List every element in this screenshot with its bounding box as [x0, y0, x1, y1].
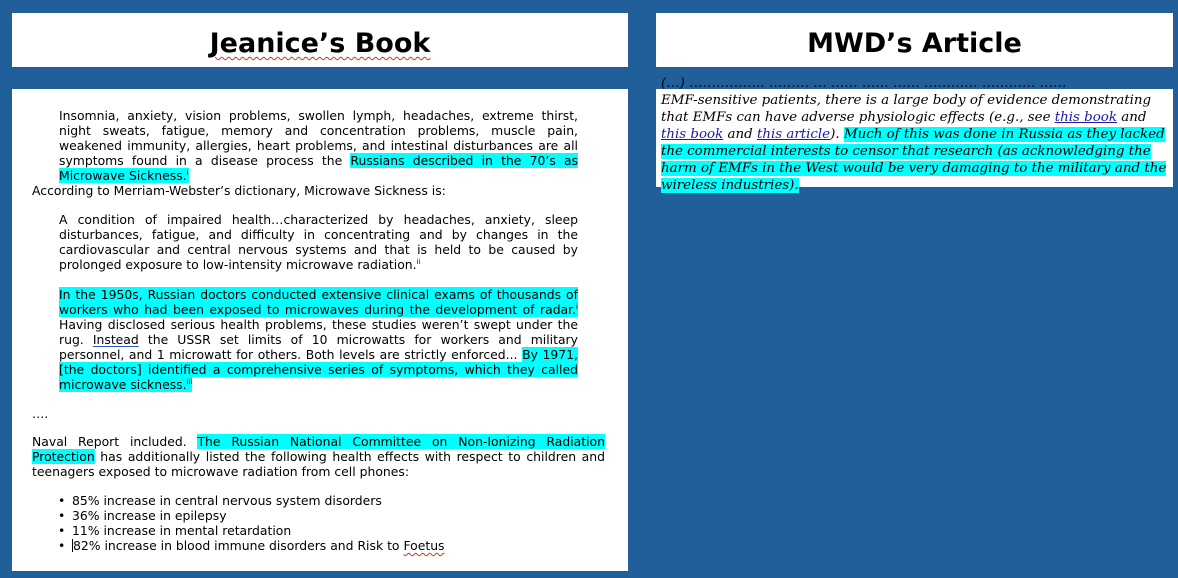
quote-definition: A condition of impaired health…characterized by headaches, anxiety, sleep disturbances, fatigue, and difficulty in concentrating and by changes in the cardiovascular and central nervous systems and that is held to be caused by prolonged exposure to low-intensity microwave radiation.$^{ii}$: [59, 212, 578, 272]
link-this-article[interactable]: this article: [756, 127, 831, 142]
grammar-flag-instead: Instead: [92, 332, 139, 347]
ellipsis-line: ….: [32, 406, 49, 421]
right-document-page: [656, 76, 1173, 193]
highlight-russians: Russians described in the 70’s as Microwave Sickness.$^i$: [59, 153, 579, 183]
article-excerpt: (…) …………….. ……… … …… …… …… ………… ………… …… EMF-sensitive patients, there is a large body of evidence demonstrating that EMFs can have adverse physiologic effects (e.g., see this book and this book and this article). Much of this was done in Russia as they lacked the commercial interests to censor that research (as acknowledging the harm of EMFs in the West would be very damaging to the military and the wireless industries).: [661, 75, 1169, 194]
quote-symptoms: Insomnia, anxiety, vision problems, swollen lymph, headaches, extreme thirst, night sweats, fatigue, memory and concentration problems, muscle pain, weakened immunity, allergies, heart problems, and intestinal disturbances are all symptoms found in a disease process the Russians described in the 70’s as Microwave Sickness.$^i$: [59, 108, 579, 183]
list-item: • 82% increase in blood immune disorders and Risk to Foetus: [72, 538, 445, 553]
quote-russian-doctors: In the 1950s, Russian doctors conducted extensive clinical exams of thousands of workers who had been exposed to microwaves during the development of radar.$^i$ Having disclosed serious health problems, these studies weren’t swept under the rug. Instead the USSR set limits of 10 microwatts for workers and military personnel, and 1 microwatt for others. Both levels are strictly enforced... By 1971, [the doctors] identified a comprehensive series of symptoms, which they called microwave sickness.$^{iii}$: [59, 287, 578, 392]
highlight-committee: The Russian National Committee on Non-Ionizing Radiation Protection: [32, 434, 605, 464]
highlight-1971: By 1971, [the doctors] identified a comprehensive series of symptoms, which they called microwave sickness.$^{iii}$: [59, 347, 578, 392]
list-item: • 11% increase in mental retardation: [72, 523, 445, 538]
left-panel-title: [12, 13, 628, 67]
left-title-text: Jeanice’s Book: [209, 28, 431, 59]
cut-off-line: (…) …………….. ……… … …… …… …… ………… ………… ……: [661, 76, 1067, 91]
right-panel-title: [656, 13, 1173, 67]
footnote-marker[interactable]: iii: [186, 377, 193, 386]
naval-report-paragraph: Naval Report included. The Russian National Committee on Non-Ionizing Radiation Protection has additionally listed the following health effects with respect to children and teenagers exposed to microwave radiation from cell phones:: [32, 434, 605, 479]
footnote-marker[interactable]: i: [576, 302, 578, 311]
footnote-marker[interactable]: i: [186, 168, 189, 177]
spelling-flag-foetus: Foetus: [403, 538, 445, 553]
highlight-russia-research: Much of this was done in Russia as they lacked the commercial interests to censor that research (as acknowledging the harm of EMFs in the West would be very damaging to the military and the wireless industries).: [661, 127, 1167, 193]
intro-paragraph: According to Merriam-Webster’s dictionary, Microwave Sickness is:: [32, 183, 446, 198]
footnote-marker[interactable]: ii: [416, 257, 421, 266]
left-document-page: [12, 89, 628, 571]
link-this-book-1[interactable]: this book: [1054, 110, 1117, 125]
right-title-text: MWD’s Article: [807, 28, 1022, 59]
list-item: • 36% increase in epilepsy: [72, 508, 445, 523]
highlight-1950s: In the 1950s, Russian doctors conducted extensive clinical exams of thousands of workers who had been exposed to microwaves during the development of radar.$^i$: [59, 287, 578, 317]
link-this-book-2[interactable]: this book: [661, 127, 724, 142]
list-item: • 85% increase in central nervous system disorders: [72, 493, 445, 508]
health-effects-list: [32, 493, 445, 553]
